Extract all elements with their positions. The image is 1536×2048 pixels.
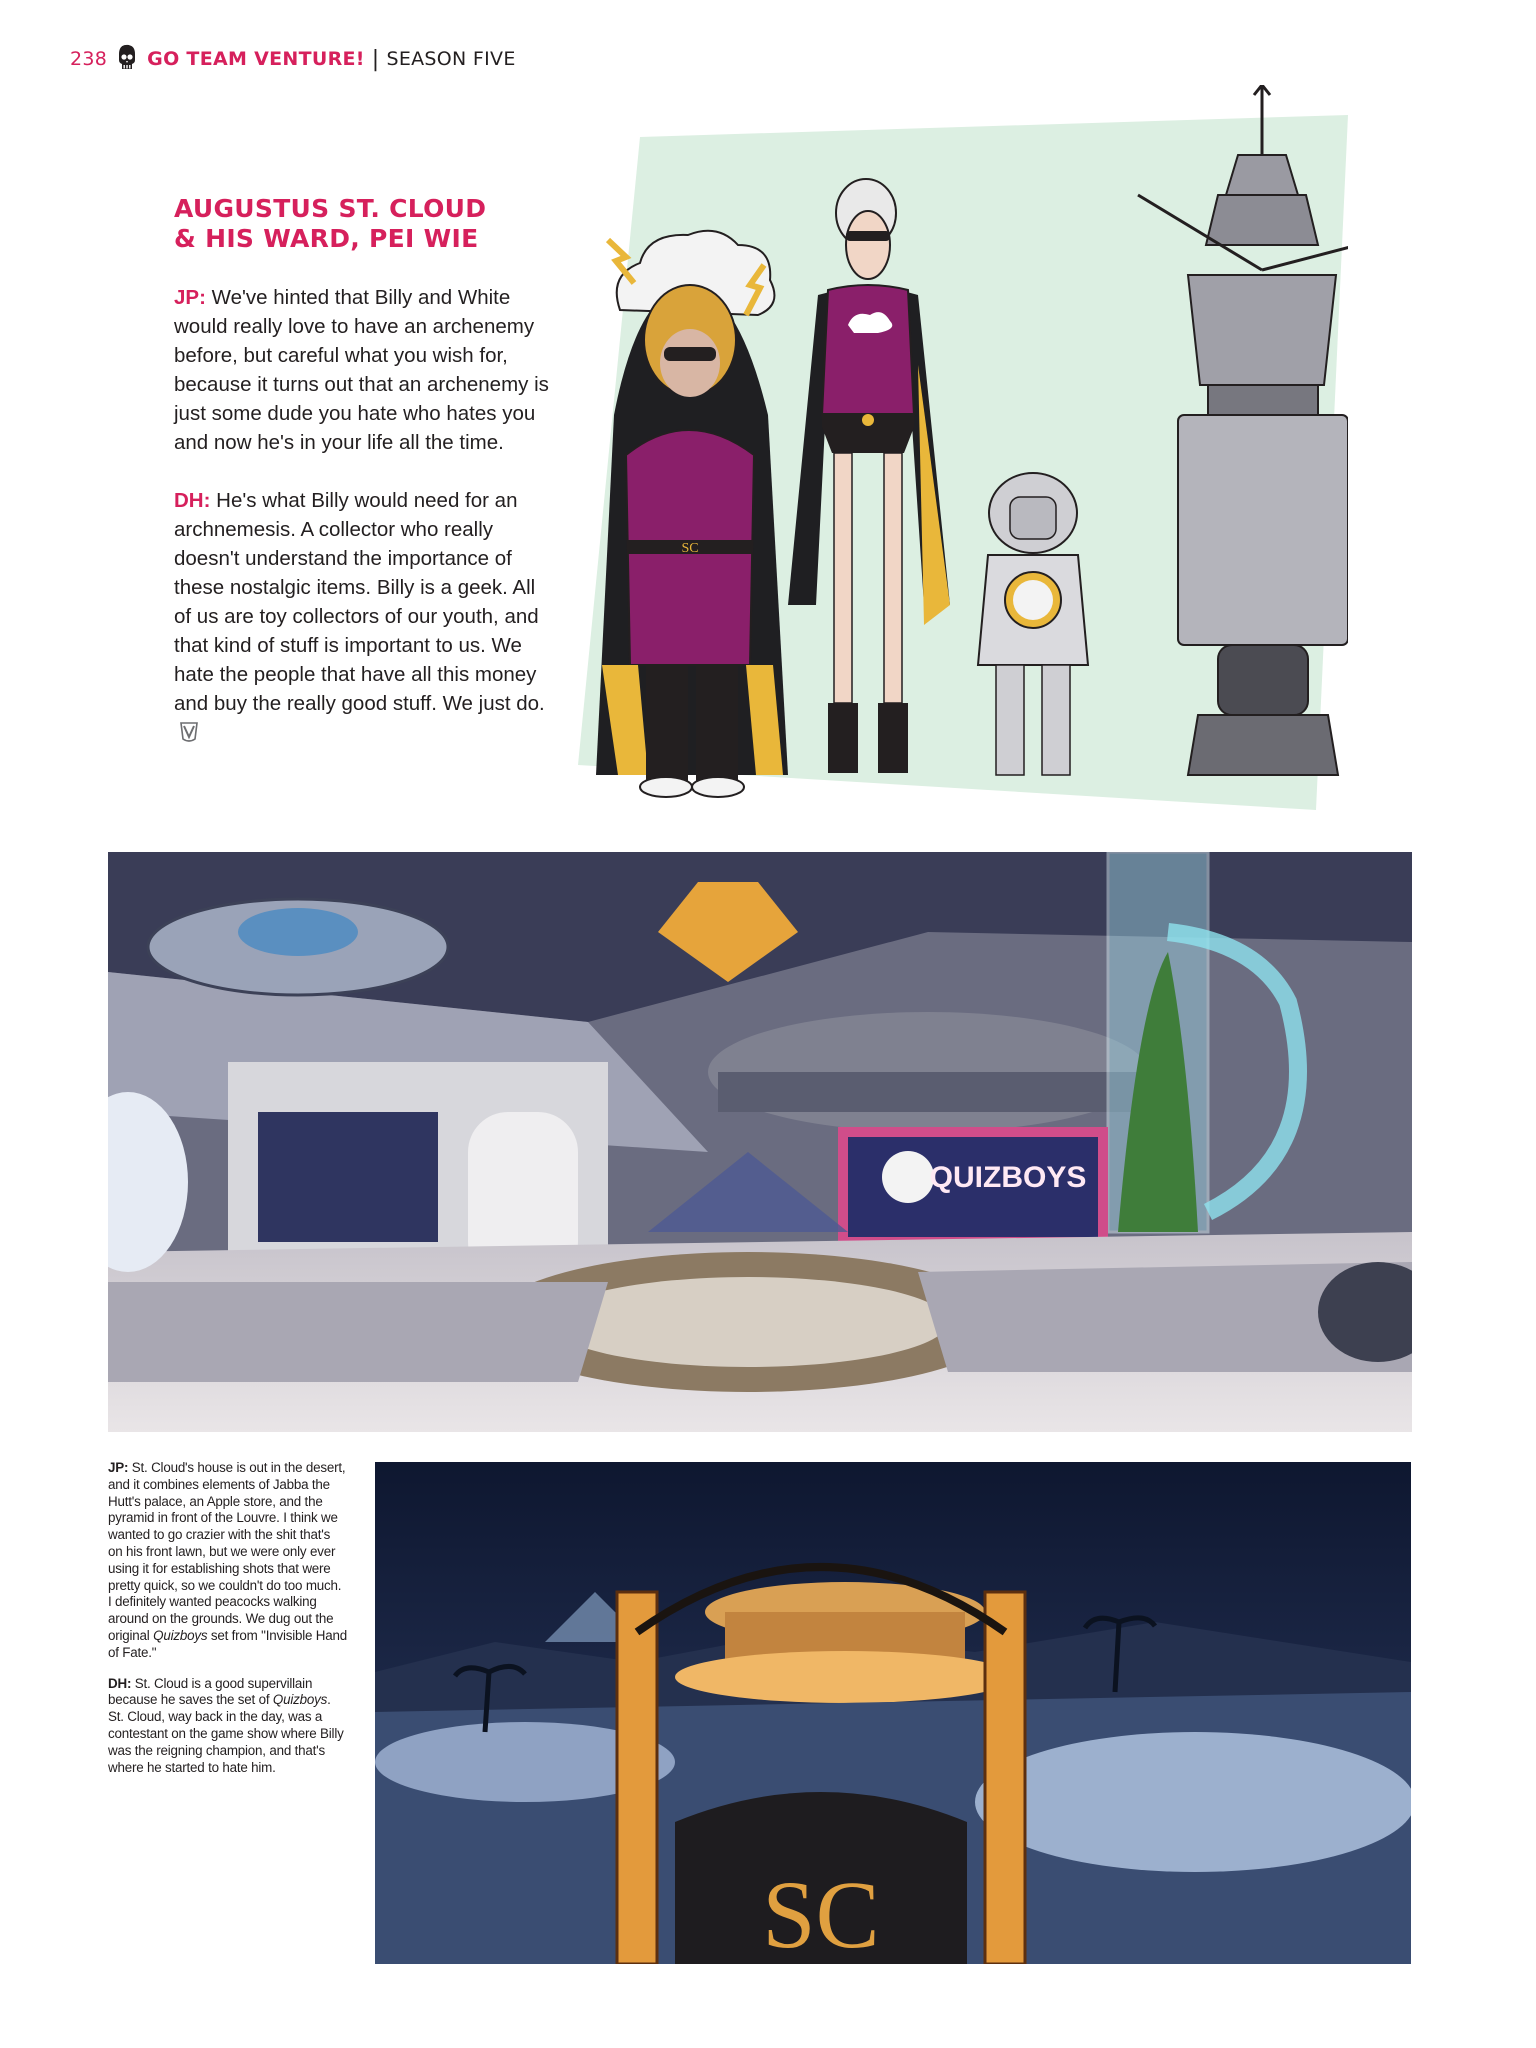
interview-paragraph bbox=[174, 486, 554, 747]
belt-monogram: SC bbox=[681, 541, 699, 556]
caption-text: set from "Invisible Hand of Fate." bbox=[108, 1627, 348, 1660]
running-header bbox=[70, 44, 516, 74]
skull-icon bbox=[115, 44, 139, 74]
header-separator: | bbox=[371, 46, 380, 72]
speaker-label: JP: bbox=[108, 1460, 129, 1475]
speaker-label: JP: bbox=[174, 286, 206, 309]
headline-line-1: AUGUSTUS ST. CLOUD bbox=[174, 194, 487, 223]
headline-line-2: & HIS WARD, PEI WIE bbox=[174, 224, 479, 253]
character-model-sheet bbox=[578, 85, 1348, 810]
caption-column bbox=[108, 1460, 348, 1790]
caption-paragraph bbox=[108, 1676, 348, 1777]
speaker-label: DH: bbox=[174, 489, 211, 512]
speaker-label: DH: bbox=[108, 1675, 132, 1691]
caption-italic: Quizboys bbox=[153, 1627, 208, 1643]
book-title: GO TEAM VENTURE! bbox=[147, 48, 365, 70]
section-label: SEASON FIVE bbox=[386, 48, 516, 70]
interview-paragraph bbox=[174, 283, 554, 457]
caption-italic: Quizboys bbox=[272, 1692, 328, 1708]
quizboys-sign: QUIZBOYS bbox=[929, 1161, 1087, 1194]
gate-monogram: SC bbox=[762, 1861, 880, 1964]
page-number: 238 bbox=[70, 48, 108, 70]
interview-column bbox=[174, 283, 554, 776]
caption-paragraph bbox=[108, 1460, 348, 1662]
interview-text: He's what Billy would need for an archnemesis. A collector who really doesn't understand the importance of these nostalgic items. Billy is a geek. All of us are toy collectors of our youth, and that kind of stuff is important to us. We hate the people that have all this money and buy the really good stuff. We just do. bbox=[174, 489, 545, 715]
caption-text: St. Cloud's house is out in the desert, and it combines elements of Jabba the Hutt's palace, an Apple store, and the pyramid in front of the Louvre. I think we wanted to go crazier with the shit that's on his front lawn, but we were only ever using it for establishing shots that were pretty quick, so we couldn't do too much. I definitely wanted peacocks walking around on the grounds. We dug out the original bbox=[108, 1460, 346, 1643]
caption-text: . St. Cloud, way back in the day, was a contestant on the game show where Billy was the reigning champion, and that's where he started to hate him. bbox=[108, 1692, 344, 1775]
venture-v-icon bbox=[178, 721, 200, 743]
interview-text: We've hinted that Billy and White would really love to have an archenemy before, but careful what you wish for, because it turns out that an archenemy is just some dude you hate who hates you and now he's in your life all the time. bbox=[174, 286, 549, 454]
article-headline bbox=[174, 194, 574, 254]
st-cloud-mansion-exterior bbox=[375, 1462, 1411, 1964]
caption-text: St. Cloud is a good supervillain because he saves the set of bbox=[108, 1675, 313, 1708]
st-cloud-mansion-interior bbox=[108, 852, 1412, 1432]
